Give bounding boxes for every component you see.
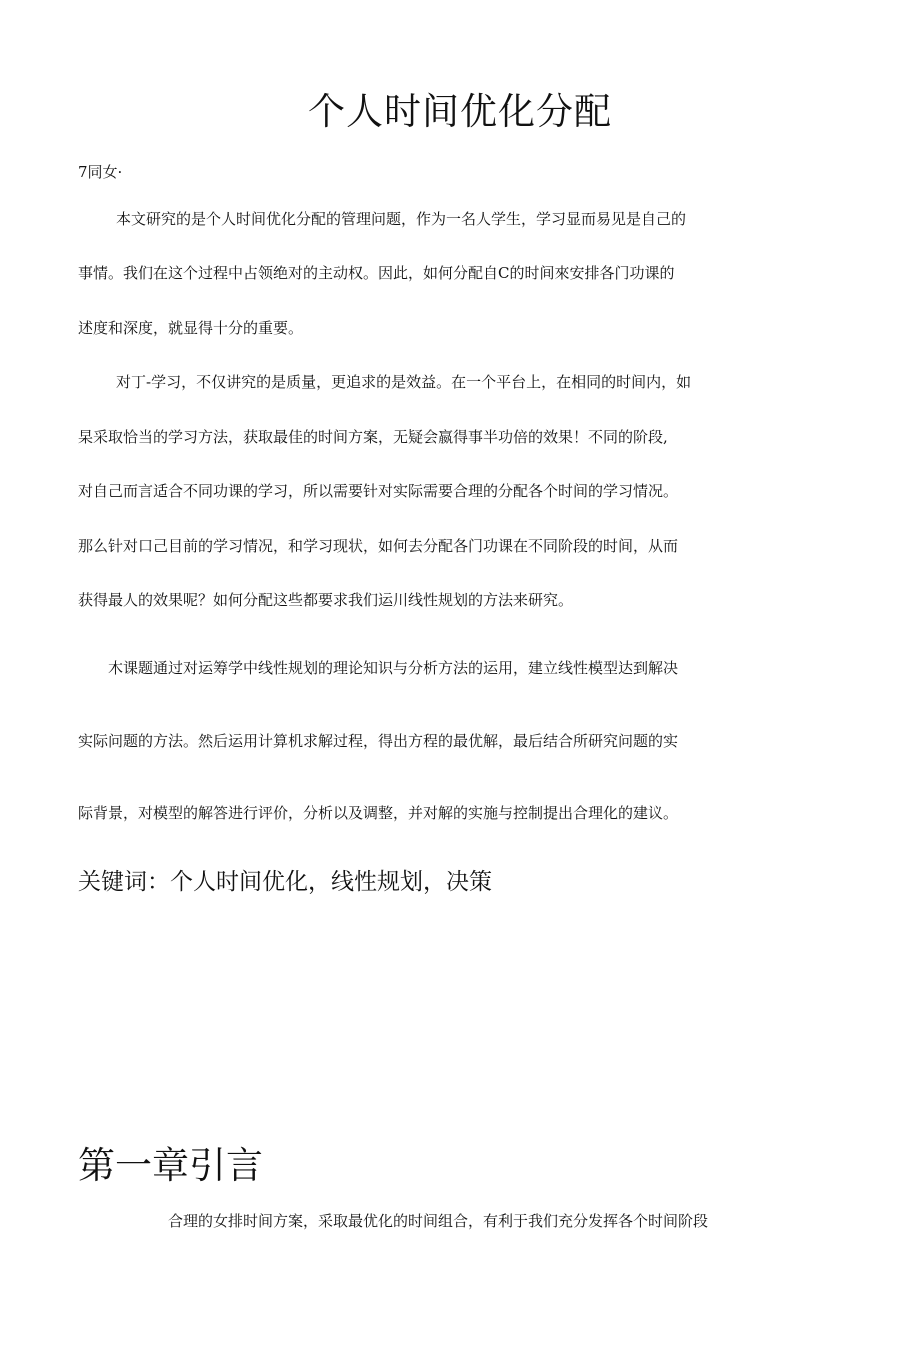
abstract-p1-line-1: 本文研究的是个人时间优化分配的管理问题，作为一名人学生，学习显而易见是自己的 — [116, 210, 687, 228]
abstract-p2-line-4: 那么针对口己目前的学习情况，和学习现状，如何去分配各门功课在不同阶段的时间，从而 — [78, 537, 679, 555]
abstract-p1-line-2: 事情。我们在这个过程中占领绝对的主动权。因此，如何分配自C的时间來安排各门功课的 — [78, 264, 675, 282]
abstract-p2-line-5: 获得最人的效果呢？如何分配这些都要求我们运川线性规划的方法来研究。 — [78, 591, 574, 609]
abstract-p2-line-2: 杲采取恰当的学习方法，获取最佳的时间方案，无疑会嬴得事半功倍的效果！不同的阶段, — [78, 428, 668, 446]
abstract-p2-line-1: 对丁-学习，不仅讲究的是质量，更追求的是效益。在一个平台上，在相同的时间内，如 — [116, 373, 692, 391]
abstract-p3-line-2: 实际问题的方法。然后运用计算机求解过程，得出方程的最优解，最后结合所研究问题的实 — [78, 732, 679, 750]
abstract-p3-line-1: 木课题通过对运筹学中线性规划的理论知识与分析方法的运用，建立线性模型达到解决 — [108, 659, 679, 677]
abstract-p1-line-3: 述度和深度，就显得十分的重要。 — [78, 319, 304, 337]
author-line: 7同女· — [78, 163, 123, 181]
chapter-heading: 第一章引言 — [78, 1144, 263, 1187]
keywords-line: 关键词：个人时间优化，线性规划，决策 — [78, 869, 492, 895]
document-title: 个人时间优化分配 — [308, 90, 612, 133]
abstract-p3-line-3: 际背景，对模型的解答进行评价，分析以及调整，并对解的实施与控制提出合理化的建议。 — [78, 804, 679, 822]
abstract-p2-line-3: 对自己而言适合不同功课的学习，所以需要针对实际需要合理的分配各个时间的学习情况。 — [78, 482, 679, 500]
chapter-first-line: 合理的女排时间方案，采取最优化的时间组合，有利于我们充分发挥各个时间阶段 — [168, 1212, 709, 1230]
